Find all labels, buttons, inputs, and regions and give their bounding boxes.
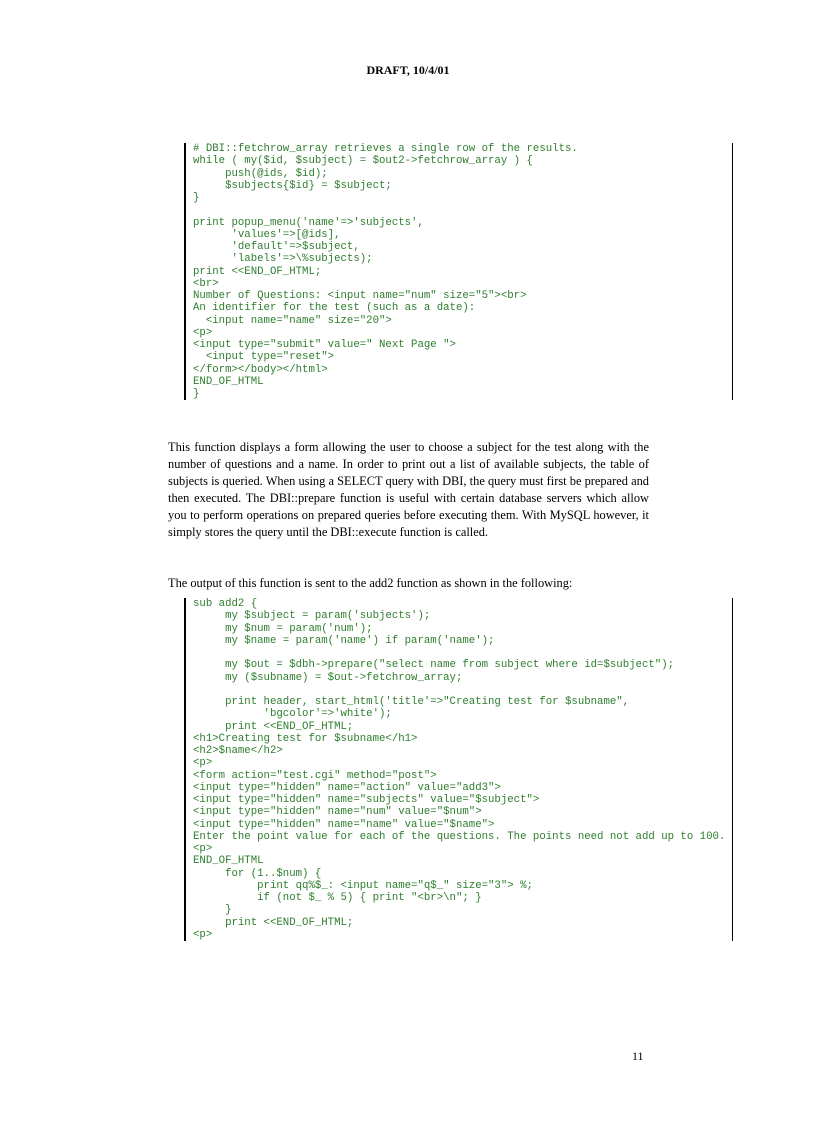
code-line: print <<END_OF_HTML; [193, 916, 354, 929]
code-block-add2 [184, 598, 733, 941]
code-line: <p> [193, 843, 213, 855]
code-line: for (1..$num) { [193, 867, 322, 880]
code-line: push(@ids, $id); [193, 167, 328, 180]
body-paragraph-form-description: This function displays a form allowing the user to choose a subject for the test along with the number of questions and a name. In order to print out a list of available subjects, the table of subjects is queried. When using a SELECT query with DBI, the query must first be prepared and then executed. The DBI::prepare function is useful with certain database servers which allow you to perform operations on prepared queries before executing them. With MySQL however, it simply stores the query until the DBI::execute function is called. [168, 440, 649, 540]
page-number: 11 [632, 1049, 644, 1063]
code-block-fetchrow [184, 143, 733, 400]
code-line: <input type="reset"> [193, 351, 335, 364]
code-line: An identifier for the test (such as a date): [193, 302, 476, 315]
code-line: END_OF_HTML [193, 375, 264, 388]
code-line: # DBI::fetchrow_array retrieves a single row of the results. [193, 143, 578, 155]
code-line: print <<END_OF_HTML; [193, 265, 322, 278]
code-line: <p> [193, 757, 213, 770]
code-line: while ( my($id, $subject) = $out2->fetchrow_array ) { [193, 155, 533, 168]
code-line: $subjects{$id} = $subject; [193, 179, 392, 192]
code-line: my ($subname) = $out->fetchrow_array; [193, 671, 463, 684]
code-line: END_OF_HTML [193, 855, 264, 868]
code-line [193, 647, 732, 659]
code-line: 'values'=>[@ids], [193, 228, 341, 241]
code-line: <h1>Creating test for $subname</h1> [193, 732, 418, 745]
code-line: <form action="test.cgi" method="post"> [193, 769, 437, 782]
body-paragraph-add2-intro: The output of this function is sent to the add2 function as shown in the following: [168, 576, 573, 590]
code-line: } [193, 192, 200, 204]
code-line: </form></body></html> [193, 363, 328, 376]
code-line [193, 204, 732, 216]
code-line: print header, start_html('title'=>"Creating test for $subname", [193, 696, 630, 708]
code-line: 'labels'=>\%subjects); [193, 253, 373, 266]
page-header: DRAFT, 10/4/01 [366, 63, 450, 77]
code-line: <p> [193, 928, 213, 941]
code-line: 'default'=>$subject, [193, 241, 360, 253]
code-line: Number of Questions: <input name="num" size="5"><br> [193, 290, 527, 302]
code-line: <input type="hidden" name="num" value="$num"> [193, 806, 482, 819]
code-line: <h2>$name</h2> [193, 745, 283, 757]
code-line: <input type="hidden" name="action" value="add3"> [193, 781, 501, 794]
code-line: <p> [193, 326, 213, 339]
code-line: } [193, 904, 232, 917]
code-line: print <<END_OF_HTML; [193, 720, 354, 733]
code-line: <input name="name" size="20"> [193, 314, 392, 327]
code-line: <input type="submit" value=" Next Page "> [193, 339, 456, 351]
code-line: <br> [193, 277, 219, 290]
code-line: sub add2 { [193, 598, 258, 610]
code-line: Enter the point value for each of the questions. The points need not add up to 100. [193, 830, 726, 843]
code-line: 'bgcolor'=>'white'); [193, 708, 392, 721]
code-line: my $num = param('num'); [193, 622, 373, 635]
code-line: print qq%$_: <input name="q$_" size="3"> %; [193, 879, 533, 892]
code-line: <input type="hidden" name="subjects" value="$subject"> [193, 794, 540, 806]
code-line [193, 684, 732, 696]
code-line: } [193, 388, 200, 400]
code-line: print popup_menu('name'=>'subjects', [193, 216, 424, 229]
code-line: my $name = param('name') if param('name'); [193, 634, 495, 647]
code-line: my $out = $dbh->prepare("select name from subject where id=$subject"); [193, 659, 675, 672]
code-line: my $subject = param('subjects'); [193, 610, 431, 623]
code-line: if (not $_ % 5) { print "<br>\n"; } [193, 892, 482, 904]
code-line: <input type="hidden" name="name" value="$name"> [193, 818, 495, 831]
